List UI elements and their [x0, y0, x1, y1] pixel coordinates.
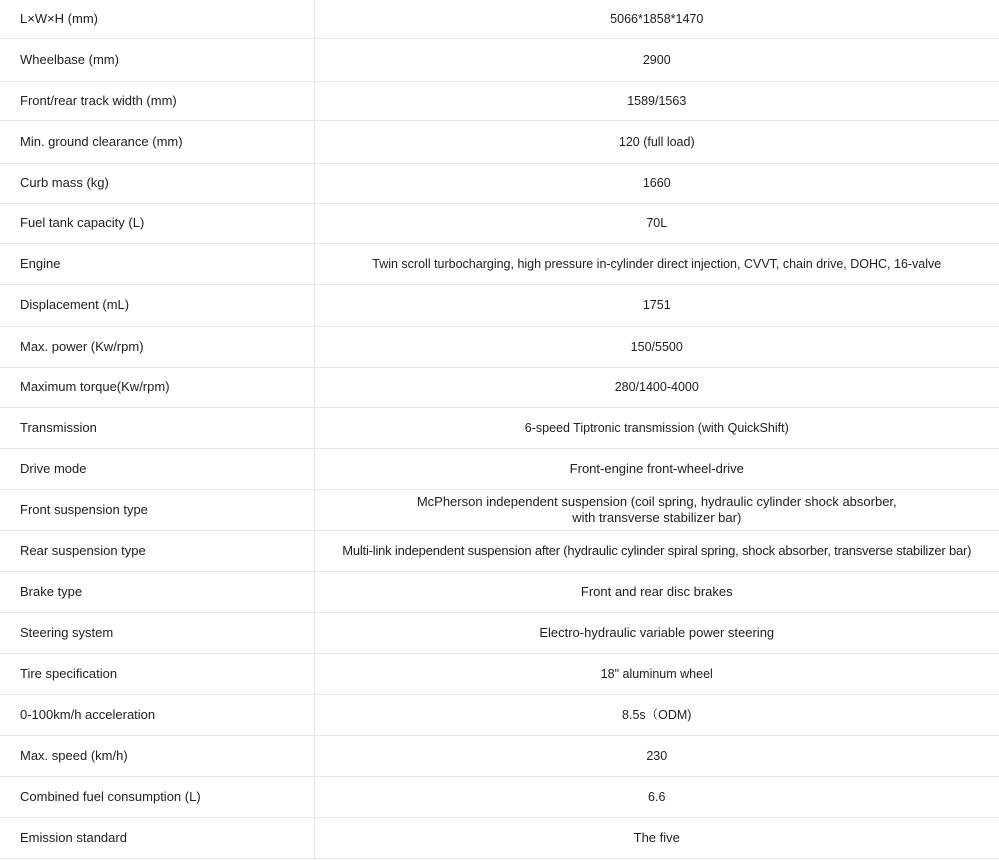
table-row — [0, 120, 999, 163]
spec-label: Max. power (Kw/rpm) — [0, 326, 314, 367]
spec-value: 5066*1858*1470 — [314, 0, 999, 38]
spec-label: Emission standard — [0, 817, 314, 858]
table-row — [0, 776, 999, 817]
spec-value: 1751 — [314, 284, 999, 326]
table-row — [0, 448, 999, 489]
spec-value: Front and rear disc brakes — [314, 571, 999, 612]
spec-value: Electro-hydraulic variable power steering — [314, 612, 999, 653]
table-row — [0, 38, 999, 81]
spec-value: 1660 — [314, 163, 999, 203]
spec-value — [314, 489, 999, 530]
table-row — [0, 326, 999, 367]
table-row — [0, 735, 999, 776]
spec-label: Steering system — [0, 612, 314, 653]
spec-label: L×W×H (mm) — [0, 0, 314, 38]
spec-value: Multi-link independent suspension after (hydraulic cylinder spiral spring, shock absorber, transverse stabilizer bar) — [314, 530, 999, 571]
spec-label: Maximum torque(Kw/rpm) — [0, 367, 314, 407]
spec-value: Front-engine front-wheel-drive — [314, 448, 999, 489]
spec-label: Rear suspension type — [0, 530, 314, 571]
table-row — [0, 817, 999, 858]
table-row — [0, 163, 999, 203]
spec-label: Front suspension type — [0, 489, 314, 530]
spec-label: Front/rear track width (mm) — [0, 81, 314, 120]
spec-label: Curb mass (kg) — [0, 163, 314, 203]
spec-value: Twin scroll turbocharging, high pressure in-cylinder direct injection, CVVT, chain drive, DOHC, 16-valve — [314, 243, 999, 284]
spec-value: 6.6 — [314, 776, 999, 817]
spec-value: 120 (full load) — [314, 120, 999, 163]
table-row — [0, 694, 999, 735]
table-row — [0, 407, 999, 448]
spec-label: Fuel tank capacity (L) — [0, 203, 314, 243]
spec-value: 280/1400-4000 — [314, 367, 999, 407]
spec-value: 150/5500 — [314, 326, 999, 367]
spec-value: 8.5s（ODM) — [314, 694, 999, 735]
table-row — [0, 203, 999, 243]
spec-label: Drive mode — [0, 448, 314, 489]
table-row — [0, 243, 999, 284]
spec-label: 0-100km/h acceleration — [0, 694, 314, 735]
table-row — [0, 0, 999, 38]
spec-label: Transmission — [0, 407, 314, 448]
spec-label: Combined fuel consumption (L) — [0, 776, 314, 817]
spec-value: 18" aluminum wheel — [314, 653, 999, 694]
table-row — [0, 612, 999, 653]
table-row — [0, 653, 999, 694]
spec-label: Max. speed (km/h) — [0, 735, 314, 776]
table-row — [0, 81, 999, 120]
spec-value: The five — [314, 817, 999, 858]
table-row — [0, 367, 999, 407]
spec-label: Engine — [0, 243, 314, 284]
spec-label: Wheelbase (mm) — [0, 38, 314, 81]
table-row — [0, 284, 999, 326]
spec-label: Tire specification — [0, 653, 314, 694]
spec-value: 2900 — [314, 38, 999, 81]
spec-value-line: McPherson independent suspension (coil spring, hydraulic cylinder shock absorber, — [416, 493, 897, 509]
spec-label: Min. ground clearance (mm) — [0, 120, 314, 163]
table-row — [0, 571, 999, 612]
spec-value: 230 — [314, 735, 999, 776]
table-row — [0, 530, 999, 571]
spec-value-line: with transverse stabilizer bar) — [572, 509, 742, 525]
spec-label: Displacement (mL) — [0, 284, 314, 326]
spec-value: 70L — [314, 203, 999, 243]
table-row — [0, 489, 999, 530]
spec-label: Brake type — [0, 571, 314, 612]
spec-value: 1589/1563 — [314, 81, 999, 120]
spec-value: 6-speed Tiptronic transmission (with QuickShift) — [314, 407, 999, 448]
